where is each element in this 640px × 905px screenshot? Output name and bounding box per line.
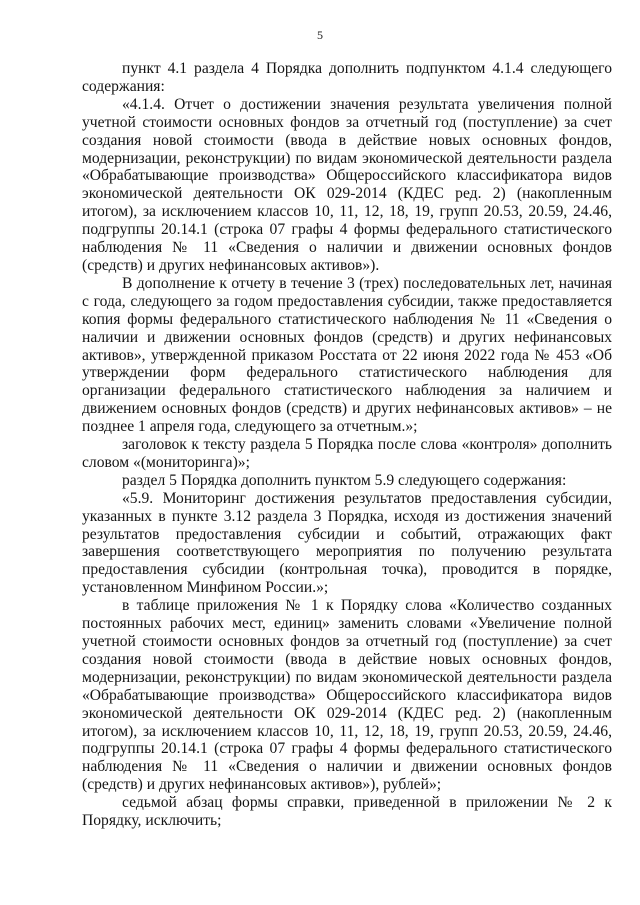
paragraph-point-5-9: «5.9. Мониторинг достижения результатов предоставления субсидии, указанных в пункте 3.12 раздела 3 Порядка, исходя из достижения значений результатов предоставления субсидии и событий, отражающих факт завершения соответствующего мероприятия по получению результата предоставления субсидии (контрольная точка), проводится в порядке, установленном Минфином России.»; [82,489,612,597]
page-number: 5 [317,28,323,42]
paragraph-section-5-heading: заголовок к тексту раздела 5 Порядка после слова «контроля» дополнить словом «(мониторинга)»; [82,436,612,471]
paragraph-intro-4-1: пункт 4.1 раздела 4 Порядка дополнить подпунктом 4.1.4 следующего содержания: [82,60,612,95]
paragraph-report-addition: В дополнение к отчету в течение 3 (трех) последовательных лет, начиная с года, следующего за годом предоставления субсидии, также предоставляется копия формы федерального статистического наблюдения № 11 «Сведения о наличии и движении основных фондов (средств) и других нефинансовых активов», утвержденной приказом Росстата от 22 июня 2022 года № 453 «Об утверждении форм федерального статистического наблюдения для организации федерального статистического наблюдения за наличием и движением основных фондов (средств) и других нефинансовых активов» – не позднее 1 апреля года, следующего за отчетным.»; [82,274,612,436]
paragraph-appendix-1-table: в таблице приложения № 1 к Порядку слова «Количество созданных постоянных рабочих мест, единиц» заменить словами «Увеличение полной учетной стоимости основных фондов за отчетный год (поступление) за счет создания новой стоимости (ввода в действие новых основных фондов, модернизации, реконструкции) по видам экономической деятельности раздела «Обрабатывающие производства» Общероссийского классификатора видов экономической деятельности ОК 029-2014 (КДЕС ред. 2) (накопленным итогом), за исключением классов 10, 11, 12, 18, 19, групп 20.53, 20.59, 24.46, подгруппы 20.14.1 (строка 07 графы 4 формы федерального статистического наблюдения № 11 «Сведения о наличии и движении основных фондов (средств) и других нефинансовых активов»), рублей»; [82,597,612,794]
paragraph-section-5-add: раздел 5 Порядка дополнить пунктом 5.9 следующего содержания: [122,471,567,489]
paragraph-appendix-2-remove: седьмой абзац формы справки, приведенной в приложении № 2 к Порядку, исключить; [82,794,612,830]
paragraph-subpoint-4-1-4: «4.1.4. Отчет о достижении значения результата увеличения полной учетной стоимости основных фондов за отчетный год (поступление) за счет создания новой стоимости (ввода в действие новых основных фондов, модернизации, реконструкции) по видам экономической деятельности раздела «Обрабатывающие производства» Общероссийского классификатора видов экономической деятельности ОК 029-2014 (КДЕС ред. 2) (накопленным итогом), за исключением классов 10, 11, 12, 18, 19, групп 20.53, 20.59, 24.46, подгруппы 20.14.1 (строка 07 графы 4 формы федерального статистического наблюдения № 11 «Сведения о наличии и движении основных фондов (средств) и других нефинансовых активов»). [82,95,612,274]
document-body [82,60,612,830]
